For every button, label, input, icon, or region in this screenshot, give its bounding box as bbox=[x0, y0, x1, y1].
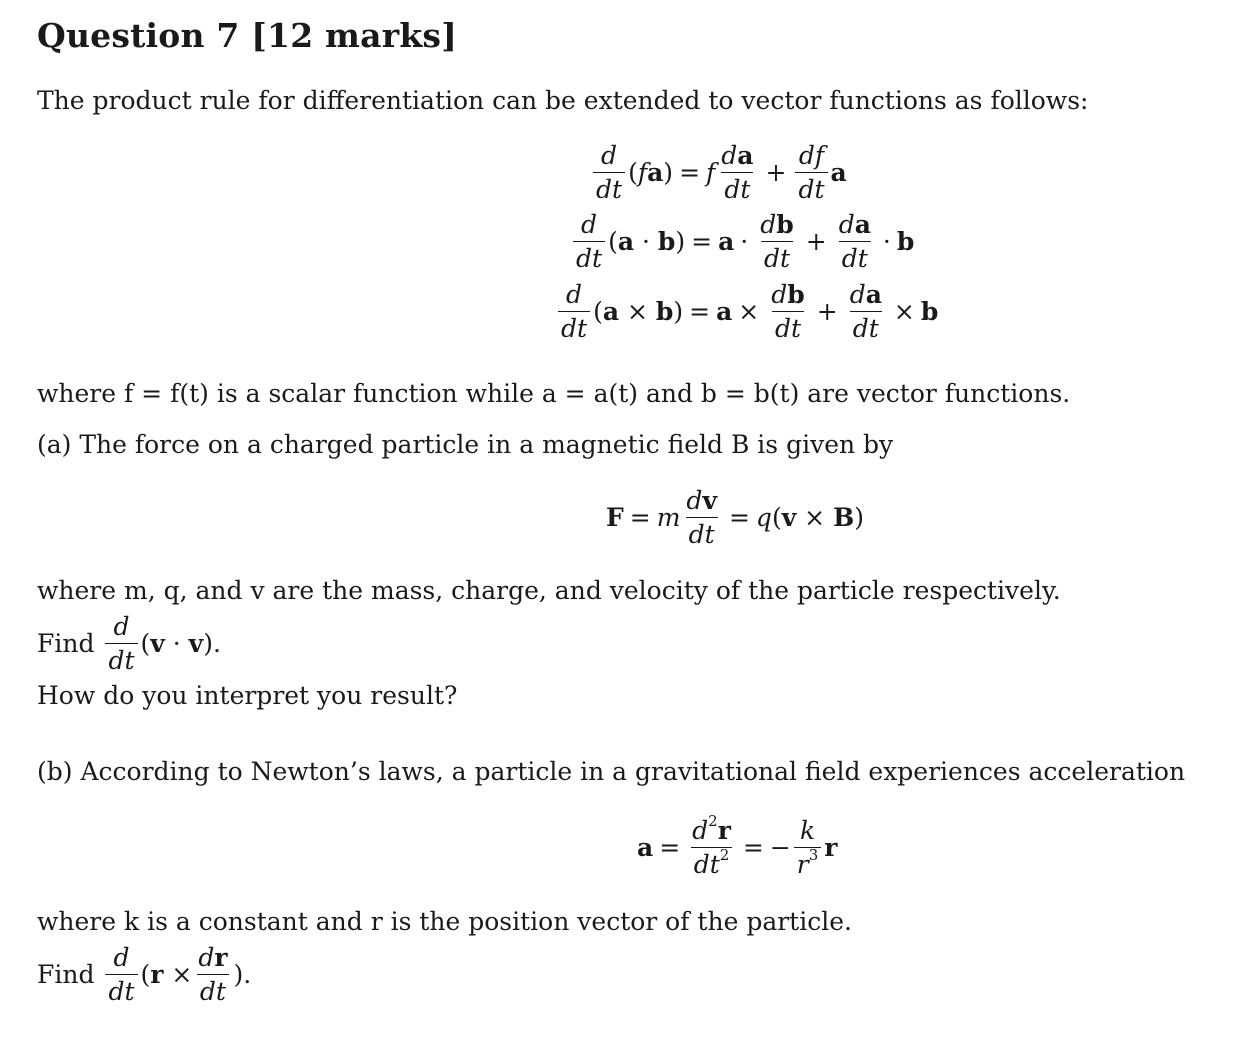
part-a-find: Find $\frac{d}{dt}$ (v · v). bbox=[37, 612, 221, 675]
gravitational-acceleration-equation: a = $\frac{d^2r}{dt^2}$ = − $\frac{k}{r^3}$ r bbox=[637, 812, 838, 879]
part-a-find-label: Find bbox=[37, 629, 95, 658]
part-a-question: How do you interpret you result? bbox=[37, 681, 458, 710]
product-rule-cross: $\frac{d}{dt}$ (a × b) = a × $\frac{db}{dt}$ + $\frac{da}{dt}$ × b bbox=[555, 282, 938, 341]
part-b-find-label: Find bbox=[37, 960, 95, 989]
part-a-intro: (a) The force on a charged particle in a magnetic field B is given by bbox=[37, 430, 894, 459]
part-b-find: Find $\frac{d}{dt}$ (r × $\frac{dr}{dt}$ ). bbox=[37, 943, 252, 1006]
where-definitions: where f = f(t) is a scalar function while a = a(t) and b = b(t) are vector functions. bbox=[37, 379, 1071, 408]
product-rule-dot: $\frac{d}{dt}$ (a · b) = a · $\frac{db}{dt}$ + $\frac{da}{dt}$ · b bbox=[570, 212, 914, 271]
product-rule-scalar: $\frac{d}{dt}$ (fa) = f $\frac{da}{dt}$ + $\frac{df}{dt}$ a bbox=[590, 143, 847, 202]
question-title: Question 7 [12 marks] bbox=[37, 16, 458, 55]
part-b-where: where k is a constant and r is the position vector of the particle. bbox=[37, 907, 852, 936]
part-a-where: where m, q, and v are the mass, charge, and velocity of the particle respectively. bbox=[37, 576, 1061, 605]
part-b-intro: (b) According to Newton’s laws, a particle in a gravitational field experiences acceleration bbox=[37, 757, 1186, 786]
intro-text: The product rule for differentiation can be extended to vector functions as follows: bbox=[37, 86, 1089, 115]
lorentz-force-equation: F = m $\frac{dv}{dt}$ = q(v × B) bbox=[606, 486, 864, 549]
